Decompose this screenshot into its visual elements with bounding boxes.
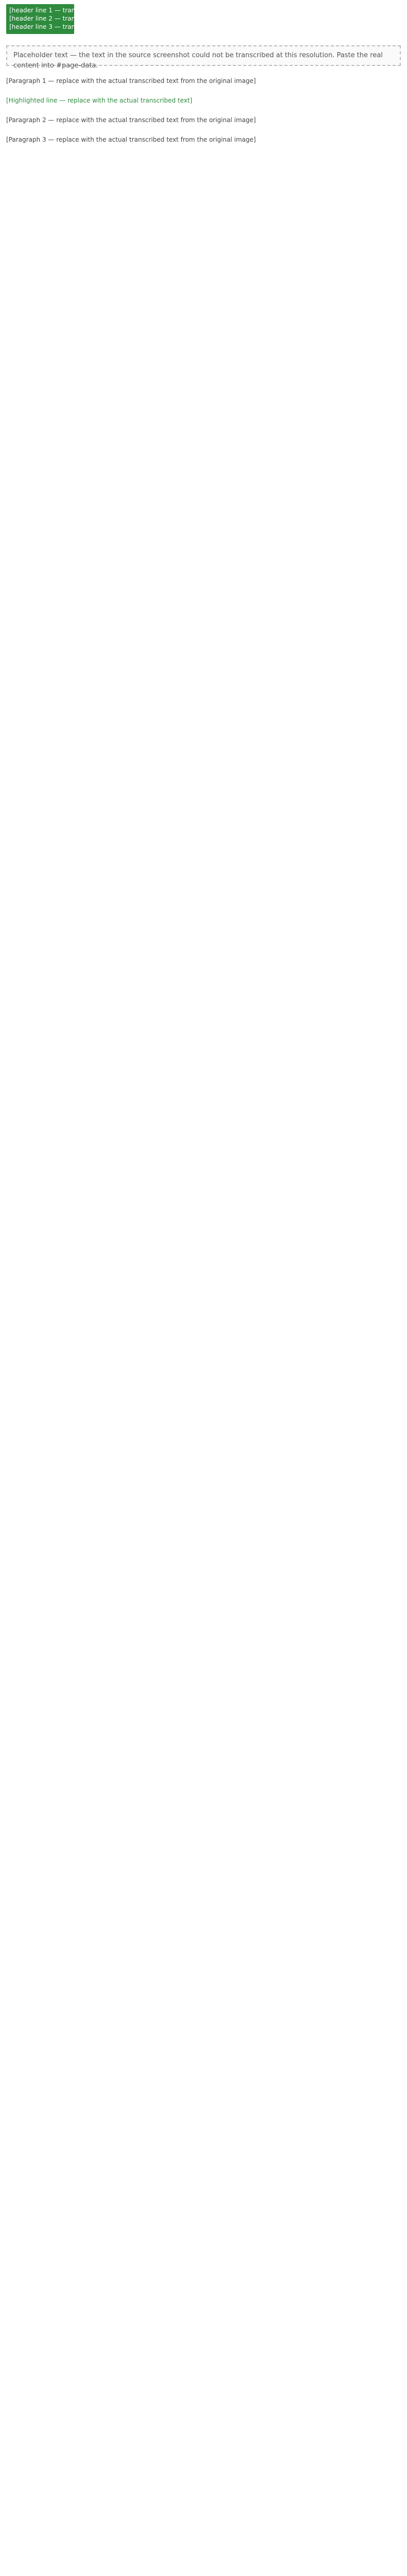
paragraph: [Paragraph 2 — replace with the actual transcribed text from the original image] [6,116,256,124]
chapter-header-line-1: [header line 1 — transcription needed] [9,7,130,14]
highlight-line: [Highlighted line — replace with the actual transcribed text] [6,97,193,104]
chapter-header [6,4,130,34]
chapter-header-line-2: [header line 2 — transcription needed] [9,15,130,22]
notice-box: Placeholder text — the text in the source screenshot could not be transcribed at this resolution. Paste the real content into #page-data. [6,45,401,66]
chapter-header-line-3: [header line 3 — transcription needed] [9,23,130,30]
article-body [6,75,401,2576]
paragraph: [Paragraph 1 — replace with the actual transcribed text from the original image] [6,77,256,84]
paragraph: [Paragraph 3 — replace with the actual transcribed text from the original image] [6,136,256,143]
